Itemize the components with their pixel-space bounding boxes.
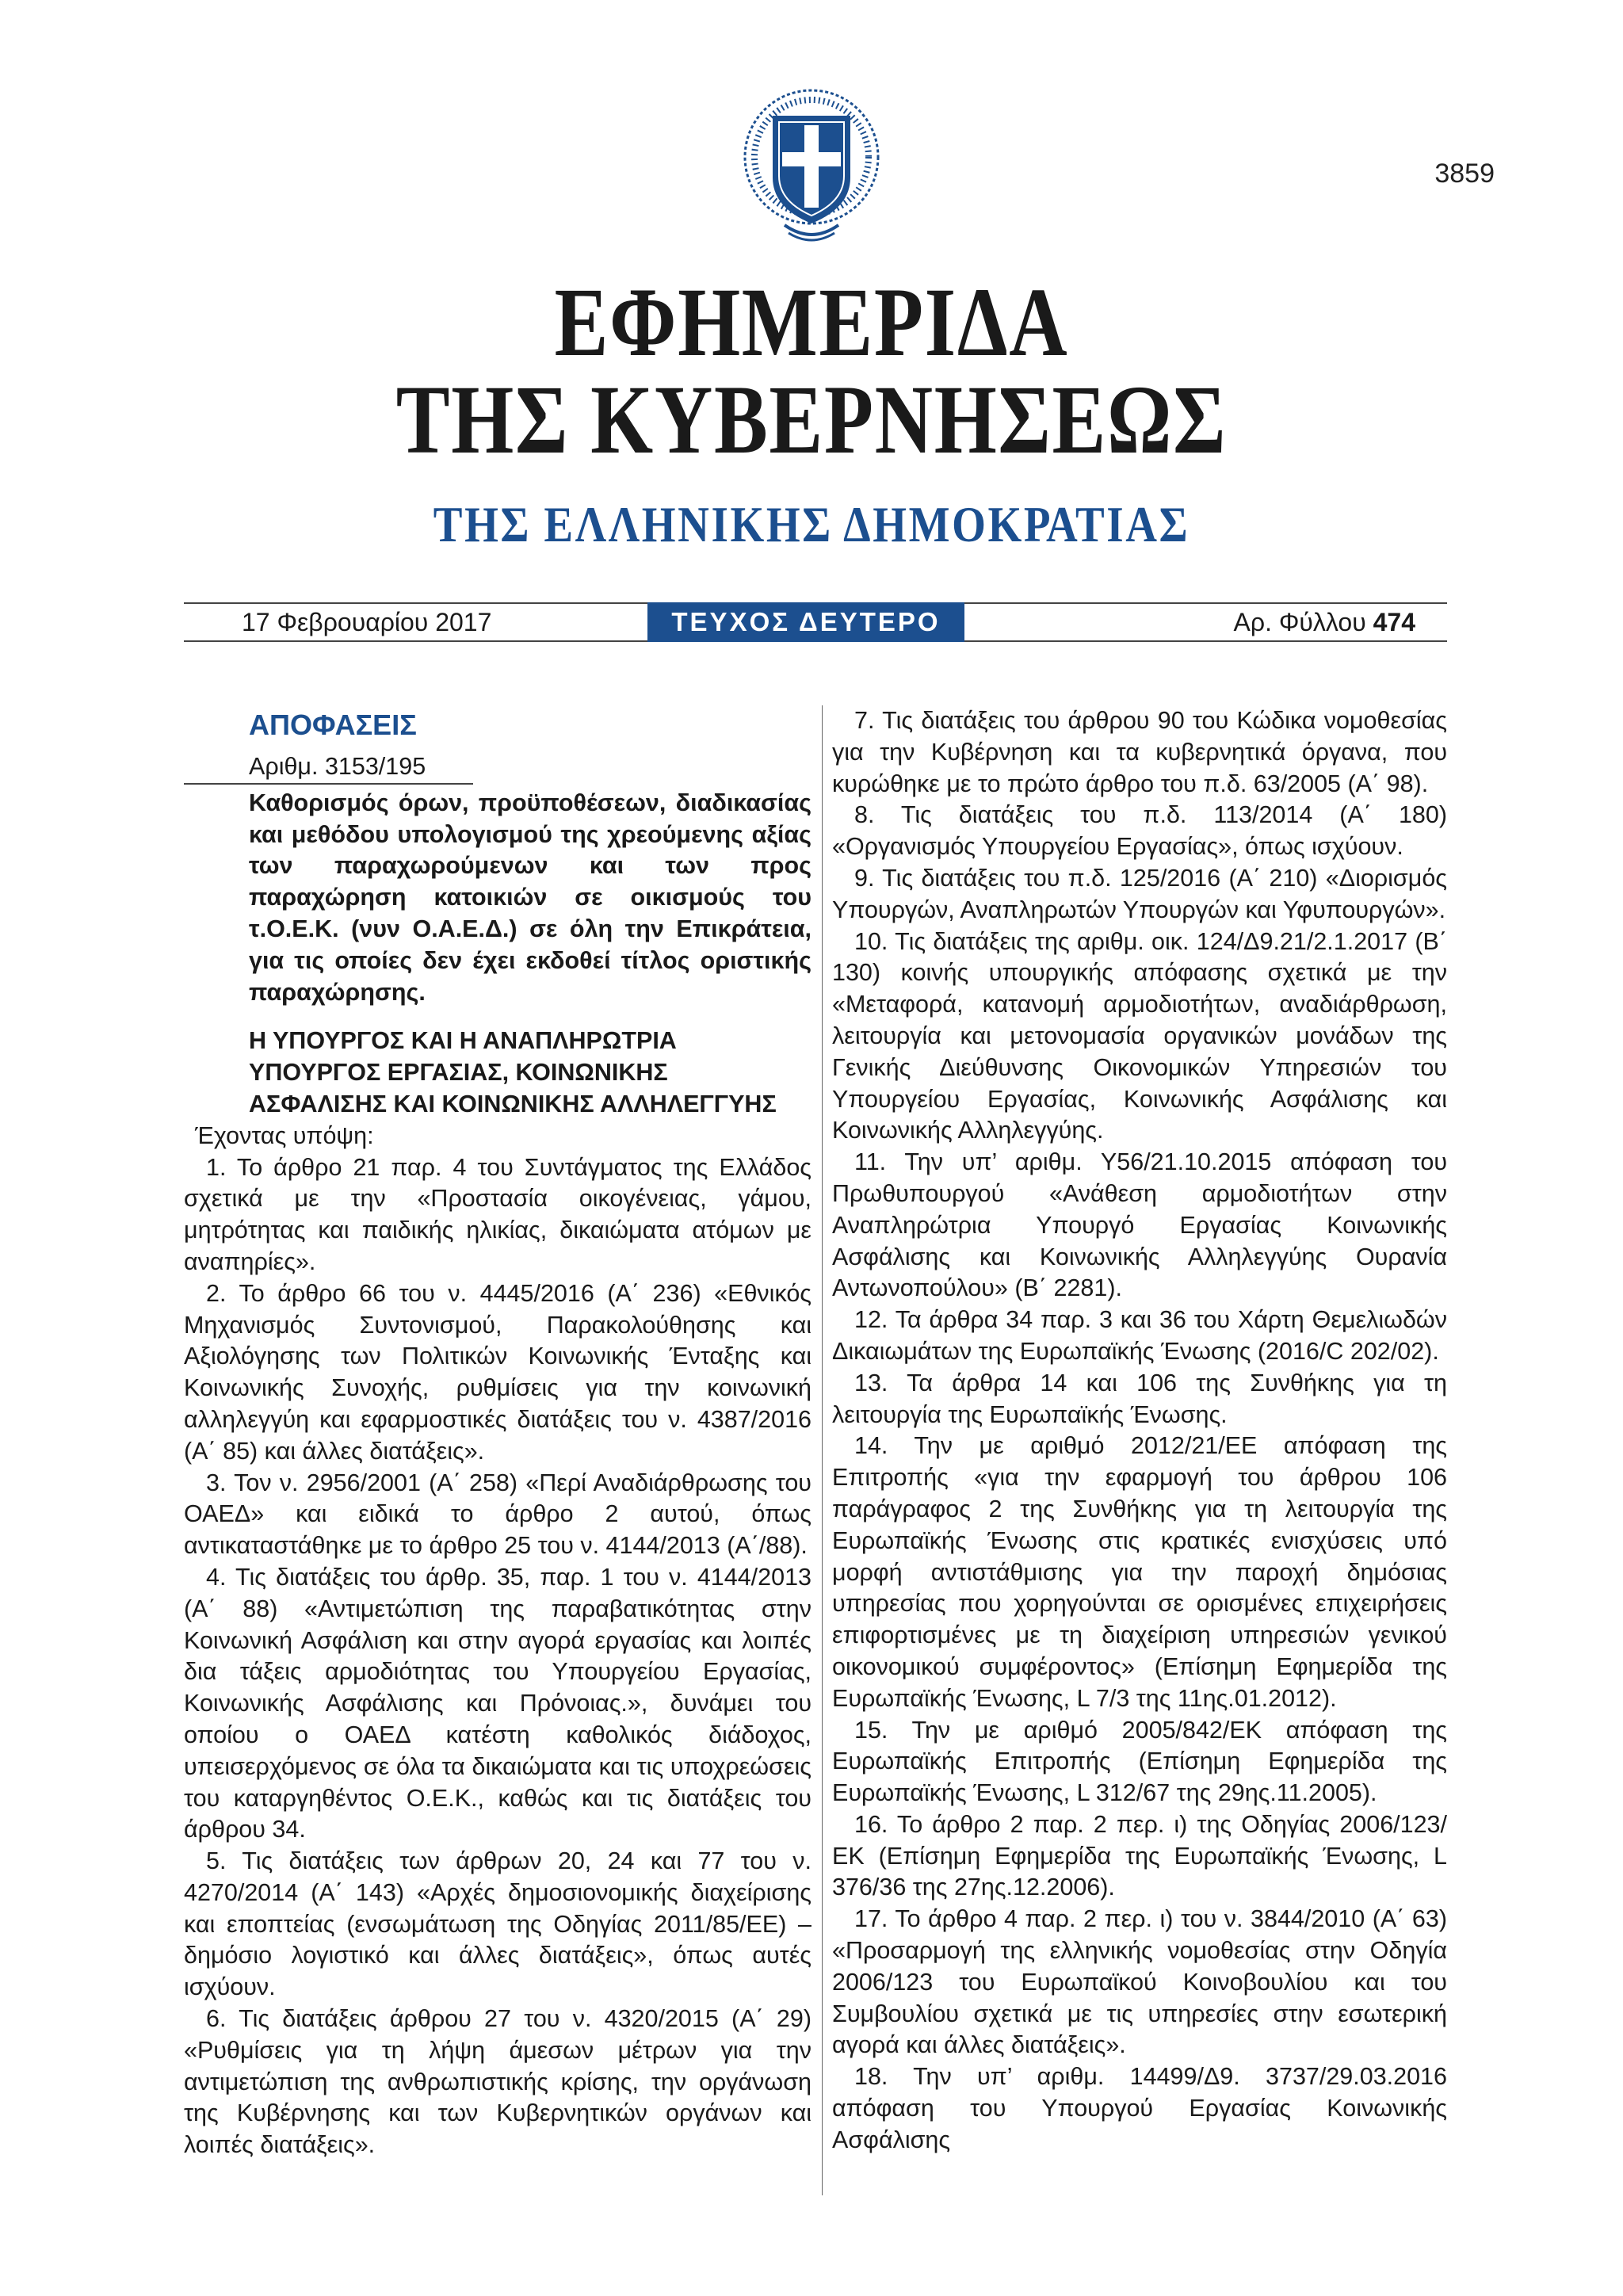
paragraph-16: 16. Το άρθρο 2 παρ. 2 περ. ι) της Οδηγίας 2006/123/ΕΚ (Επίσημη Εφημερίδα της Ευρωπαϊκής Ένωσης, L 376/36 της 27ης.12.2006). bbox=[832, 1810, 1447, 1901]
sheet-number bbox=[1234, 606, 1415, 639]
paragraph-11: 11. Την υπ’ αριθμ. Υ56/21.10.2015 απόφαση του Πρωθυπουργού «Ανάθεση αρμοδιοτήτων στην Αναπληρώτρια Υπουργό Εργασίας Κοινωνικής Ασφάλισης και Κοινωνικής Αλληλεγγύης Ουρανία Αντωνοπούλου» (Β΄ 2281). bbox=[832, 1148, 1447, 1302]
sheet-number-value: 474 bbox=[1373, 608, 1415, 636]
paragraph-7: 7. Τις διατάξεις του άρθρου 90 του Κώδικα νομοθεσίας για την Κυβέρνηση και τα κυβερνητικά όργανα, που κυρώθηκε με το πρώτο άρθρο του π.δ. 63/2005 (Α΄ 98). bbox=[832, 707, 1447, 797]
gazette-title-line1: ΕΦΗΜΕΡΙΔΑ bbox=[554, 268, 1069, 376]
page-number: 3859 bbox=[1434, 159, 1495, 189]
paragraph-2: 2. Το άρθρο 66 του ν. 4445/2016 (Α΄ 236) «Εθνικός Μηχανισμός Συντονισμού, Παρακολούθησης και Αξιολόγησης των Πολιτικών Κοινωνικής Ένταξης και Κοινωνικής Συνοχής, ρυθμίσεις για την κοινωνική αλληλεγγύη και εφαρμοστικές διατάξεις του ν. 4387/2016 (Α΄ 85) και άλλες διατάξεις». bbox=[184, 1279, 812, 1465]
minister-heading bbox=[184, 1026, 812, 1120]
gazette-subtitle: ΤΗΣ ΕΛΛΗΝΙΚΗΣ ΔΗΜΟΚΡΑΤΙΑΣ bbox=[433, 496, 1190, 552]
decision-subject: Καθορισμός όρων, προϋποθέσεων, διαδικασίας και μεθόδου υπολογισμού της χρεούμενης αξίας των παραχωρούμενων και των προς παραχώρηση κατοικιών σε οικισμούς του τ.Ο.Ε.Κ. (νυν Ο.Α.Ε.Δ.) σε όλη την Επικράτεια, για τις οποίες δεν έχει εκδοθεί τίτλος οριστικής παραχώρησης. bbox=[249, 789, 812, 1006]
paragraph-14: 14. Την με αριθμό 2012/21/ΕΕ απόφαση της Επιτροπής «για την εφαρμογή του άρθρου 106 παράγραφος 2 της Συνθήκης για τη λειτουργία της Ευρωπαϊκής Ένωσης στις κρατικές ενισχύσεις υπό μορφή αντιστάθμισης για την παροχή δημόσιας υπηρεσίας που χορηγούνται σε ορισμένες επιχειρήσεις επιφορτισμένες με τη διαχείριση υπηρεσιών γενικού οικονομικού συμφέροντος» (Επίσημη Εφημερίδα της Ευρωπαϊκής Ένωσης, L 7/3 της 11ης.01.2012). bbox=[832, 1432, 1447, 1712]
minister-line: ΥΠΟΥΡΓΟΣ ΕΡΓΑΣΙΑΣ, ΚΟΙΝΩΝΙΚΗΣ bbox=[249, 1059, 668, 1087]
issue-date: 17 Φεβρουαρίου 2017 bbox=[242, 608, 492, 636]
paragraph-5: 5. Τις διατάξεις των άρθρων 20, 24 και 77 του ν. 4270/2014 (Α΄ 143) «Αρχές δημοσιονομικής διαχείρισης και εποπτείας (ενσωμάτωση της Οδηγίας 2011/85/ΕΕ) – δημόσιο λογιστικό και άλλες διατάξεις», όπως αυτές ισχύουν. bbox=[184, 1847, 812, 2001]
greek-coat-of-arms-emblem bbox=[741, 89, 882, 247]
decision-number: Αριθμ. 3153/195 bbox=[184, 751, 473, 785]
issue-badge: ΤΕΥΧΟΣ ΔΕΥΤΕΡΟ bbox=[647, 602, 964, 642]
paragraph-9: 9. Τις διατάξεις του π.δ. 125/2016 (Α΄ 210) «Διορισμός Υπουργών, Αναπληρωτών Υπουργών και Υφυπουργών». bbox=[832, 864, 1447, 923]
sheet-label: Αρ. Φύλλου bbox=[1233, 608, 1366, 636]
gazette-title-line2: ΤΗΣ ΚΥΒΕΡΝΗΣΕΩΣ bbox=[395, 365, 1228, 474]
paragraph-10: 10. Τις διατάξεις της αριθμ. οικ. 124/Δ9.21/2.1.2017 (Β΄ 130) κοινής υπουργικής απόφασης σχετικά με την «Μεταφορά, κατανομή αρμοδιοτήτων, αναδιάρθρωση, λειτουργία και μετονομασία οργανικών μονάδων της Γενικής Διεύθυνσης Οικονομικών Υπηρεσιών του Υπουργείου Εργασίας, Κοινωνικής Ασφάλισης και Κοινωνικής Αλληλεγγύης. bbox=[832, 927, 1447, 1144]
minister-line: ΑΣΦΑΛΙΣΗΣ ΚΑΙ ΚΟΙΝΩΝΙΚΗΣ ΑΛΛΗΛΕΓΓΥΗΣ bbox=[249, 1090, 777, 1117]
paragraph-8: 8. Τις διατάξεις του π.δ. 113/2014 (Α΄ 180) «Οργανισμός Υπουργείου Εργασίας», όπως ισχύουν. bbox=[832, 801, 1447, 861]
paragraph-18: 18. Την υπ’ αριθμ. 14499/Δ9. 3737/29.03.2016 απόφαση του Υπουργού Εργασίας Κοινωνικής Ασφάλισης bbox=[832, 2063, 1447, 2153]
paragraph-15: 15. Την με αριθμό 2005/842/ΕΚ απόφαση της Ευρωπαϊκής Επιτροπής (Επίσημη Εφημερίδα της Ευρωπαϊκής Ένωσης, L 312/67 της 29ης.11.2005). bbox=[832, 1716, 1447, 1807]
right-column bbox=[832, 705, 1447, 2157]
paragraph-13: 13. Τα άρθρα 14 και 106 της Συνθήκης για τη λειτουργία της Ευρωπαϊκής Ένωσης. bbox=[832, 1369, 1447, 1428]
section-title: ΑΠΟΦΑΣΕΙΣ bbox=[249, 709, 417, 741]
paragraph-1: 1. Το άρθρο 21 παρ. 4 του Συντάγματος της Ελλάδος σχετικά με την «Προστασία οικογένειας, γάμου, μητρότητας και παιδικής ηλικίας, δικαιώματα ατόμων με αναπηρίες». bbox=[184, 1153, 812, 1275]
having-regard-label: Έχοντας υπόψη: bbox=[195, 1121, 374, 1149]
left-column bbox=[184, 705, 812, 2161]
paragraph-4: 4. Τις διατάξεις του άρθρ. 35, παρ. 1 του ν. 4144/2013 (Α΄ 88) «Αντιμετώπιση της παραβατικότητας στην Κοινωνική Ασφάλιση και στην αγορά εργασίας και λοιπές δια τάξεις αρμοδιότητας του Υπουργείου Εργασίας, Κοινωνικής Ασφάλισης και Πρόνοιας.», δυνάμει του οποίου ο ΟΑΕΔ κατέστη καθολικός διάδοχος, υπεισερχόμενος σε όλα τα δικαιώματα και τις υποχρεώσεις του καταργηθέντος Ο.Ε.Κ., καθώς και τις διατάξεις του άρθρου 34. bbox=[184, 1563, 812, 1843]
paragraph-6: 6. Τις διατάξεις άρθρου 27 του ν. 4320/2015 (Α΄ 29) «Ρυθμίσεις για τη λήψη άμεσων μέτρων για την αντιμετώπιση της ανθρωπιστικής κρίσης, την οργάνωση της Κυβέρνησης και των Κυβερνητικών οργάνων και λοιπές διατάξεις». bbox=[184, 2005, 812, 2159]
column-divider bbox=[822, 705, 823, 2195]
paragraph-3: 3. Τον ν. 2956/2001 (Α΄ 258) «Περί Αναδιάρθρωσης του ΟΑΕΔ» και ειδικά το άρθρο 2 αυτού, όπως αντικαταστάθηκε με το άρθρο 25 του ν. 4144/2013 (Α΄/88). bbox=[184, 1469, 812, 1560]
paragraph-17: 17. Το άρθρο 4 παρ. 2 περ. ι) του ν. 3844/2010 (Α΄ 63) «Προσαρμογή της ελληνικής νομοθεσίας στην Οδηγία 2006/123 του Ευρωπαϊκού Κοινοβουλίου και του Συμβουλίου σχετικά με τις υπηρεσίες στην εσωτερική αγορά και άλλες διατάξεις». bbox=[832, 1905, 1447, 2059]
minister-line: Η ΥΠΟΥΡΓΟΣ ΚΑΙ Η ΑΝΑΠΛΗΡΩΤΡΙΑ bbox=[249, 1027, 677, 1055]
paragraph-12: 12. Τα άρθρα 34 παρ. 3 και 36 του Χάρτη Θεμελιωδών Δικαιωμάτων της Ευρωπαϊκής Ένωσης (2016/C 202/02). bbox=[832, 1306, 1447, 1365]
